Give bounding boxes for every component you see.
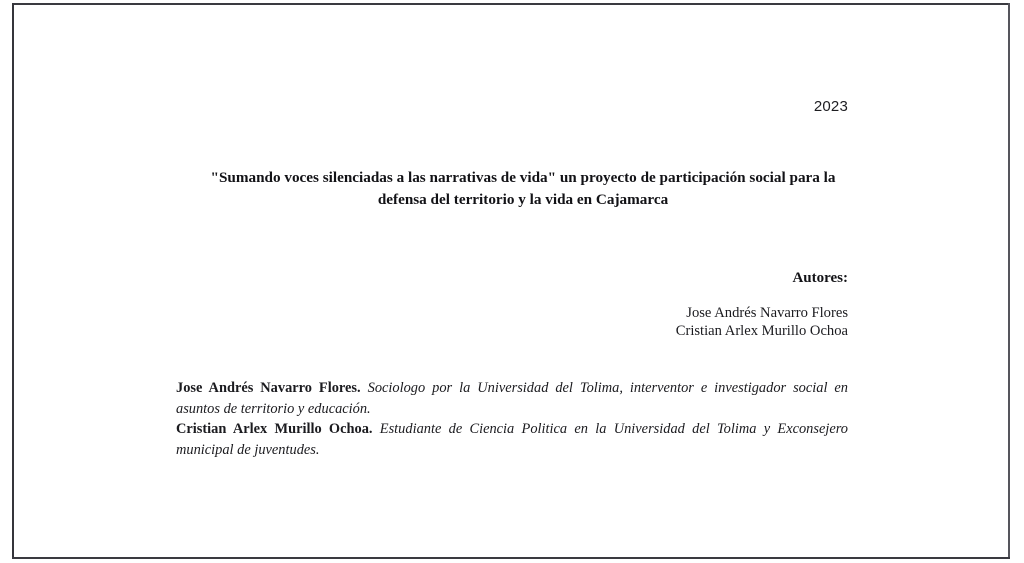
author-name: Cristian Arlex Murillo Ochoa	[675, 323, 848, 339]
author-bio	[176, 378, 848, 419]
author-bio	[176, 419, 848, 460]
page-border-left	[12, 3, 14, 559]
title-line-1: "Sumando voces silenciadas a las narrativas de vida" un proyecto de participación	[210, 169, 746, 186]
authors-list	[676, 304, 848, 340]
authors-label: Autores:	[792, 270, 848, 286]
page-border-right	[1008, 3, 1010, 559]
bio-author-name: Cristian Arlex Murillo Ochoa.	[176, 421, 373, 437]
publication-year: 2023	[813, 98, 848, 115]
page-title	[198, 167, 848, 211]
bio-description: Sociologo por la Universidad del Tolima, interventor e investigador social en asuntos de territorio y educación.	[176, 380, 849, 417]
author-biographies	[176, 378, 848, 460]
bio-author-name: Jose Andrés Navarro Flores	[176, 380, 358, 396]
bio-separator: .	[357, 380, 361, 396]
bio-description: Estudiante de Ciencia Politica en la Universidad del Tolima y Exconsejero municipal de juventudes.	[176, 421, 848, 458]
author-name: Jose Andrés Navarro Flores	[686, 305, 848, 321]
title-line-2: social para la defensa del territorio y la vida en Cajamarca	[377, 169, 836, 208]
document-content	[176, 0, 848, 563]
